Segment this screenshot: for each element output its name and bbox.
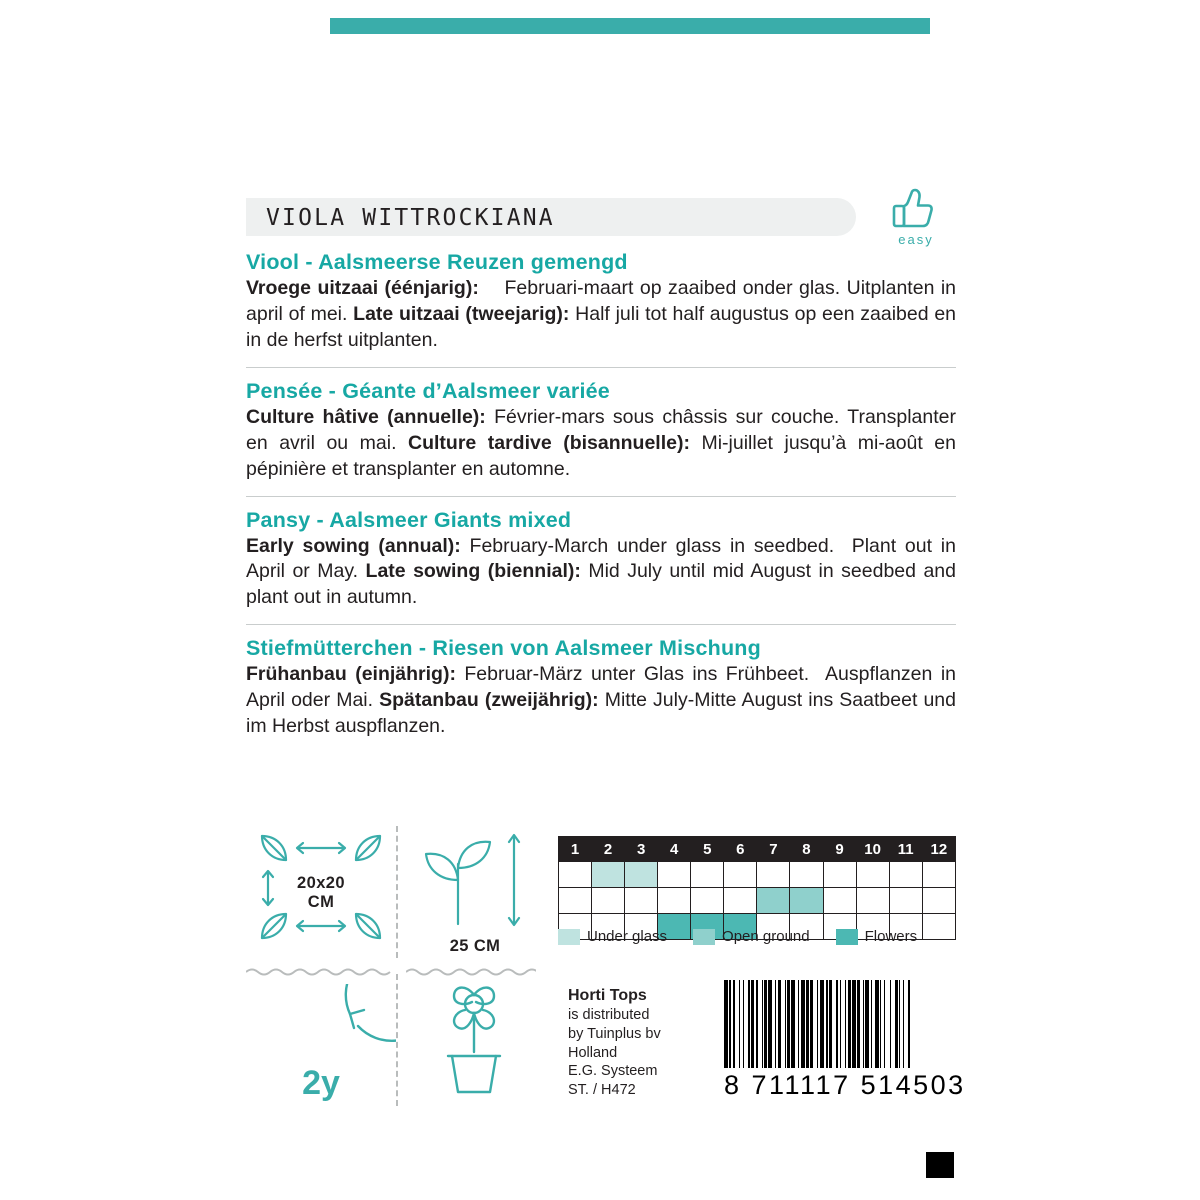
publisher-line: Holland [568,1044,618,1061]
month-header: 3 [625,837,658,862]
publisher-line: ST. / H472 [568,1081,636,1098]
easy-badge [876,186,956,247]
body-fr: Culture hâtive (annuelle): Février-mars sous châssis sur couche. Transplanter en avril ou mai. Culture tardive (bisannuelle): Mi-juillet jusqu’à mi-août en pépinière et transplanter en automne. [246,405,957,480]
publisher-line: is distributed [568,1007,650,1024]
calendar-cell [691,862,724,888]
calendar-cell [856,888,889,914]
legend-item-flowers [836,928,918,945]
body-en: Early sowing (annual): February-March under glass in seedbed. Plant out in April or May. Late sowing (biennial): Mid July until mid August in seedbed and plant out in autumn. [246,534,956,609]
barcode-bars [724,980,952,1068]
easy-label: easy [898,232,934,247]
body-nl: Vroege uitzaai (éénjarig): Februari-maart op zaaibed onder glas. Uitplanten in april of mei. Late uitzaai (tweejarig): Half juli tot half augustus op een zaaibed en in de herfst uitplanten. [246,277,957,351]
month-header: 6 [724,837,757,862]
calendar-cell [823,862,856,888]
bottom-registration-mark [926,1152,954,1178]
height-caption: 25 CM [449,937,501,955]
latin-title-row [246,186,956,248]
thumbs-up-icon [876,186,956,230]
language-block-en [246,508,956,612]
heading-fr: Pensée - Géante d’Aalsmeer variée [246,378,610,403]
pot-pictogram [410,982,540,1105]
spacing-caption-line1: 20x20 [297,874,345,892]
lifecycle-caption: 2y [302,1064,340,1102]
seed-packet-back [246,186,956,740]
calendar-legend [558,928,943,945]
month-header: 2 [592,837,625,862]
calendar-cell [922,862,955,888]
month-header: 7 [757,837,790,862]
top-accent-bar [330,18,930,34]
legend-swatch-under-glass [558,929,580,945]
calendar-cell [658,862,691,888]
divider-3 [246,624,956,625]
language-block-fr [246,379,956,483]
calendar-cell [625,888,658,914]
legend-label-under-glass: Under glass [587,928,668,945]
calendar-cell [724,888,757,914]
separator-vertical-2 [396,974,398,1106]
publisher-info [568,986,718,1099]
calendar-cell [559,862,592,888]
divider-1 [246,367,956,368]
publisher-name: Horti Tops [568,987,647,1004]
calendar-header-row [559,837,956,862]
heading-nl: Viool - Aalsmeerse Reuzen gemengd [246,250,628,274]
heading-en: Pansy - Aalsmeer Giants mixed [246,507,572,532]
month-header: 8 [790,837,823,862]
month-header: 11 [889,837,922,862]
heading-de: Stiefmütterchen - Riesen von Aalsmeer Mischung [246,636,761,661]
month-header: 4 [658,837,691,862]
calendar-table [558,836,956,940]
latin-name: VIOLA WITTROCKIANA [266,205,555,231]
legend-item-open-ground [693,928,810,945]
month-header: 10 [856,837,889,862]
legend-label-open-ground: Open ground [722,928,810,945]
month-header: 1 [559,837,592,862]
calendar-cell [625,862,658,888]
legend-item-under-glass [558,928,667,945]
barcode [724,980,966,1101]
body-de: Frühanbau (einjährig): Februar-März unter Glas ins Frühbeet. Auspflanzen in April oder Mai. Spätanbau (zweijährig): Mitte July-Mitte August ins Saatbeet und im Herbst auspflanzen. [246,663,956,738]
publisher-line: E.G. Systeem [568,1063,658,1080]
calendar-cell [592,862,625,888]
calendar-cell [889,862,922,888]
calendar-cell [691,888,724,914]
calendar-cell [790,888,823,914]
calendar-cell [559,888,592,914]
calendar-cell [922,888,955,914]
calendar-row-open-ground [559,888,956,914]
legend-swatch-flowers [836,929,858,945]
divider-2 [246,496,956,497]
separator-wavy-2 [406,964,536,974]
calendar-cell [658,888,691,914]
barcode-digits: 8 711117 514503 [724,1070,966,1100]
calendar-cell [823,888,856,914]
month-header: 12 [922,837,955,862]
legend-label-flowers: Flowers [864,928,918,945]
spacing-caption-line2: CM [307,892,335,911]
barcode-bar [910,980,913,1068]
calendar-cell [889,888,922,914]
height-pictogram [410,828,540,956]
calendar-cell [790,862,823,888]
month-header: 5 [691,837,724,862]
calendar-cell [757,888,790,914]
language-block-nl [246,250,956,354]
calendar-cell [724,862,757,888]
calendar-cell [592,888,625,914]
calendar-row-under-glass [559,862,956,888]
lifecycle-pictogram [246,984,396,1109]
separator-wavy-1 [246,964,396,974]
separator-vertical-1 [396,826,398,958]
calendar-cell [757,862,790,888]
calendar-cell [856,862,889,888]
sowing-calendar [558,836,956,940]
legend-swatch-open-ground [693,929,715,945]
spacing-pictogram [246,828,396,951]
language-block-de [246,636,956,740]
publisher-line: by Tuinplus bv [568,1026,661,1043]
month-header: 9 [823,837,856,862]
